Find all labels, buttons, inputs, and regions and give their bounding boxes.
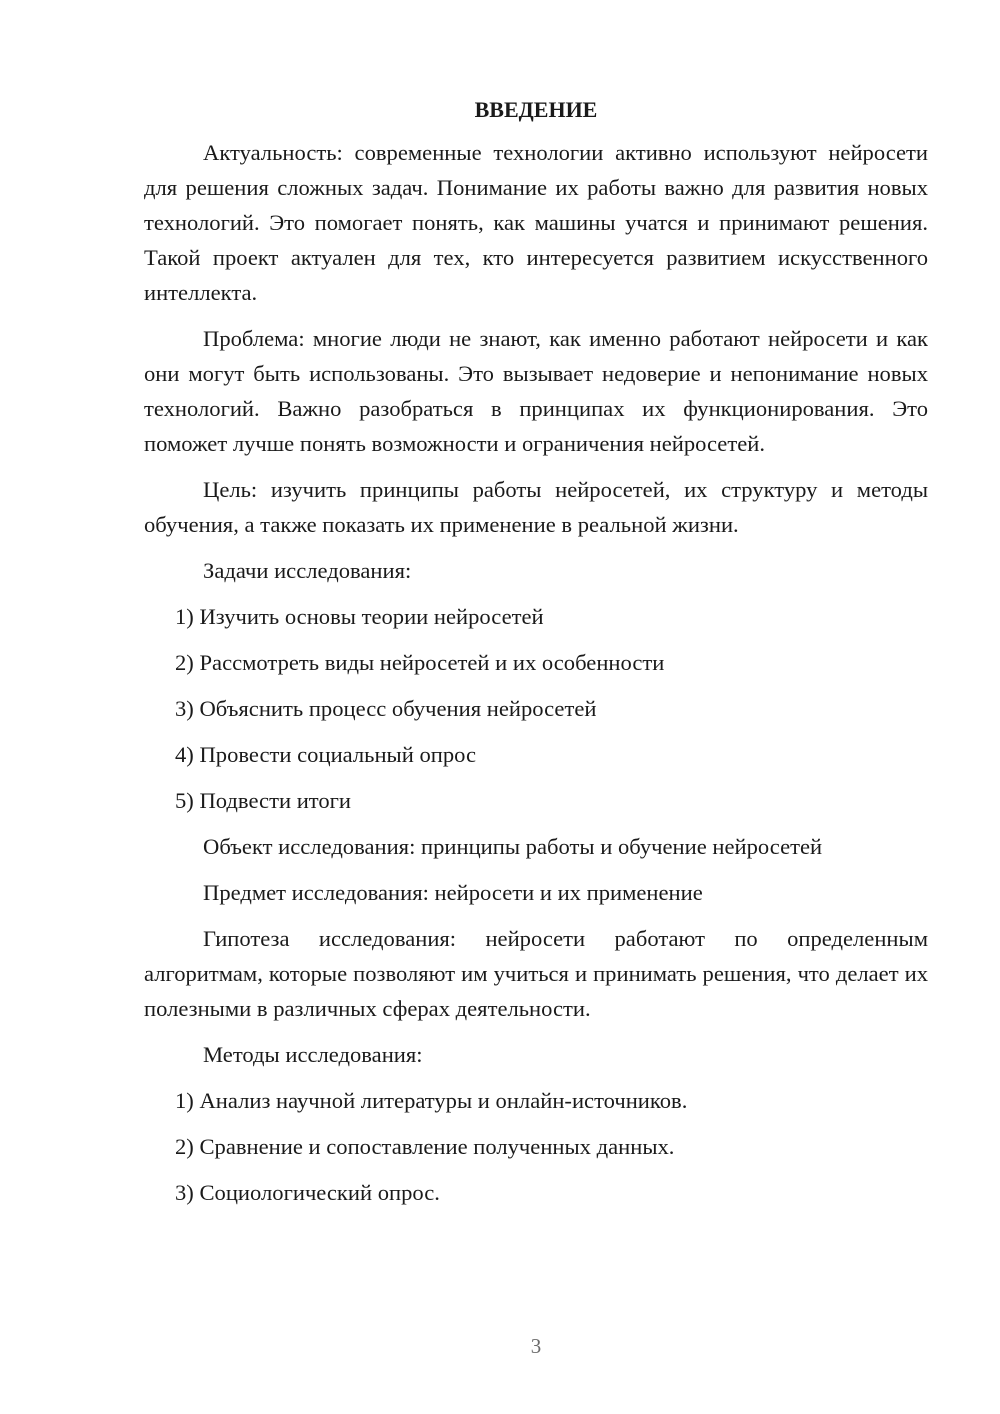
page-title: ВВЕДЕНИЕ <box>474 97 598 122</box>
goal-paragraph: Цель: изучить принципы работы нейросетей, их структуру и методы обучения, а также показать их применение в реальной жизни. <box>144 477 928 537</box>
task-item: 4) Провести социальный опрос <box>175 742 477 767</box>
page-number: 3 <box>530 1334 542 1358</box>
methods-heading: Методы исследования: <box>203 1042 423 1067</box>
task-item: 5) Подвести итоги <box>175 788 352 813</box>
document-body <box>144 96 928 1221</box>
subject-line: Предмет исследования: нейросети и их применение <box>203 880 703 905</box>
hypothesis-paragraph: Гипотеза исследования: нейросети работают по определенным алгоритмам, которые позволяют им учиться и принимать решения, что делает их полезными в различных сферах деятельности. <box>144 926 928 1021</box>
task-item: 3) Объяснить процесс обучения нейросетей <box>175 696 597 721</box>
task-item: 2) Рассмотреть виды нейросетей и их особенности <box>175 650 665 675</box>
task-item: 1) Изучить основы теории нейросетей <box>175 604 544 629</box>
method-item: 3) Социологический опрос. <box>175 1180 440 1205</box>
relevance-paragraph: Актуальность: современные технологии активно используют нейросети для решения сложных задач. Понимание их работы важно для развития новых технологий. Это помогает понять, как машины учатся и принимают решения. Такой проект актуален для тех, кто интересуется развитием искусственного интеллекта. <box>144 140 928 305</box>
method-item: 2) Сравнение и сопоставление полученных данных. <box>175 1134 675 1159</box>
method-item: 1) Анализ научной литературы и онлайн-источников. <box>175 1088 688 1113</box>
object-line: Объект исследования: принципы работы и обучение нейросетей <box>203 834 823 859</box>
problem-paragraph: Проблема: многие люди не знают, как именно работают нейросети и как они могут быть использованы. Это вызывает недоверие и непонимание новых технологий. Важно разобраться в принципах их функционирования. Это поможет лучше понять возможности и ограничения нейросетей. <box>144 326 928 456</box>
tasks-heading: Задачи исследования: <box>203 558 412 583</box>
